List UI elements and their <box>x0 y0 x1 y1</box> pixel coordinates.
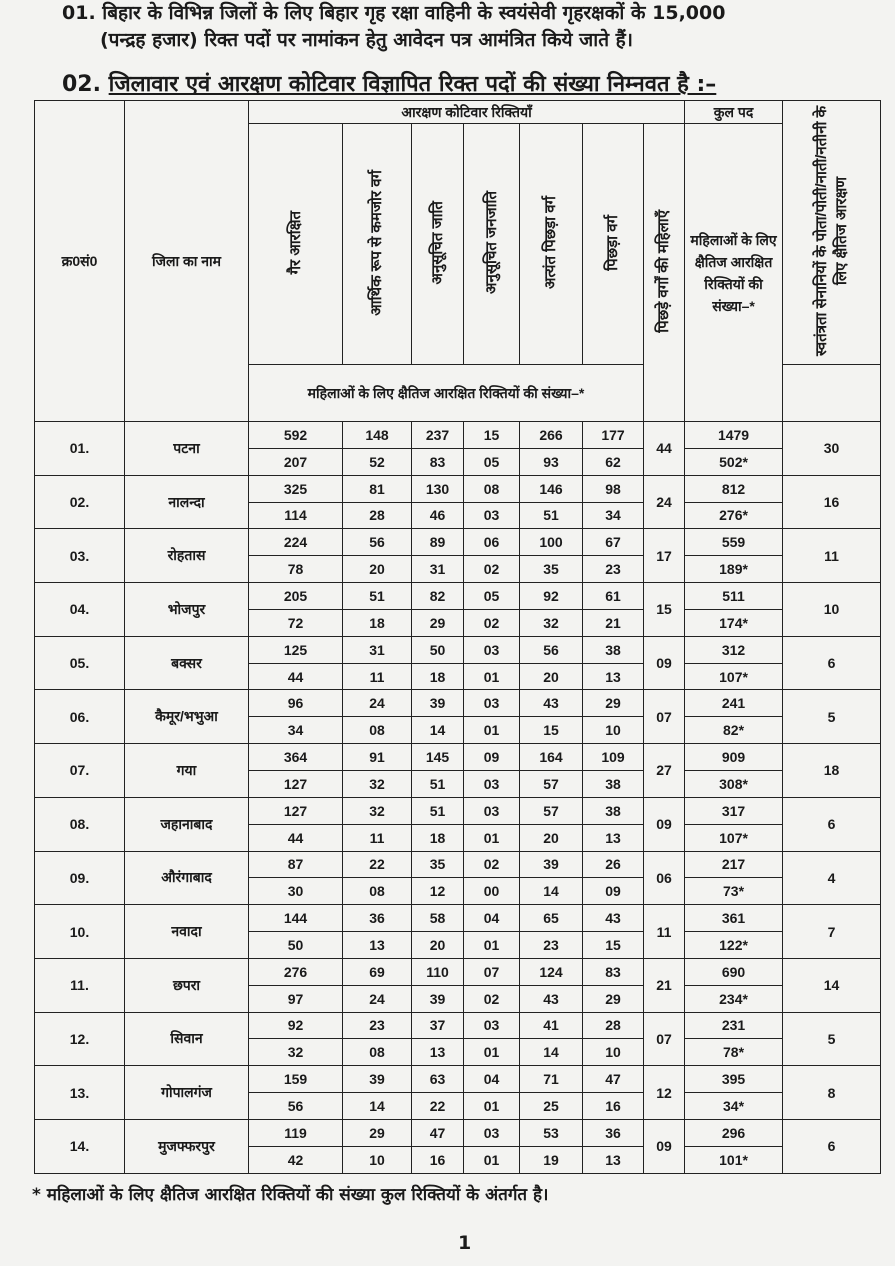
cell-unreserved-women: 127 <box>249 770 343 797</box>
cell-bc: 67 <box>583 529 644 556</box>
cell-ebc-women: 51 <box>520 502 583 529</box>
cell-bc-women: 09 <box>644 797 685 851</box>
row-sno: 12. <box>35 1012 125 1066</box>
cell-st-women: 05 <box>464 448 520 475</box>
cell-bc: 26 <box>583 851 644 878</box>
cell-bc-women: 29 <box>583 985 644 1012</box>
cell-unreserved-women: 114 <box>249 502 343 529</box>
cell-ews: 148 <box>343 422 412 449</box>
cell-sc-women: 20 <box>412 932 464 959</box>
cell-st: 02 <box>464 851 520 878</box>
cell-bc-women: 24 <box>644 475 685 529</box>
row-district: नवादा <box>125 905 249 959</box>
cell-ebc: 266 <box>520 422 583 449</box>
cell-ews: 81 <box>343 475 412 502</box>
row-district: जहानाबाद <box>125 797 249 851</box>
cell-freedom-fighter: 5 <box>783 690 881 744</box>
header-district: जिला का नाम <box>125 101 249 422</box>
cell-unreserved: 92 <box>249 1012 343 1039</box>
cell-total: 909 <box>685 744 783 771</box>
cell-bc-women: 15 <box>583 932 644 959</box>
cell-sc-women: 18 <box>412 824 464 851</box>
table-row <box>35 636 881 663</box>
cell-st: 03 <box>464 690 520 717</box>
cell-total-women: 122* <box>685 932 783 959</box>
cell-total-women: 107* <box>685 824 783 851</box>
cell-bc-women: 07 <box>644 690 685 744</box>
cell-freedom-fighter: 11 <box>783 529 881 583</box>
cell-sc-women: 13 <box>412 1039 464 1066</box>
cell-ews: 39 <box>343 1066 412 1093</box>
cell-unreserved-women: 50 <box>249 932 343 959</box>
cell-ebc: 57 <box>520 797 583 824</box>
cell-ews-women: 14 <box>343 1093 412 1120</box>
cell-bc: 29 <box>583 690 644 717</box>
cell-ebc: 71 <box>520 1066 583 1093</box>
cell-ews-women: 10 <box>343 1146 412 1173</box>
cell-sc: 89 <box>412 529 464 556</box>
cell-ebc-women: 43 <box>520 985 583 1012</box>
footnote: * महिलाओं के लिए क्षैतिज आरक्षित रिक्तियों की संख्या कुल रिक्तियों के अंतर्गत है। <box>32 1185 549 1205</box>
row-sno: 08. <box>35 797 125 851</box>
cell-ews-women: 24 <box>343 985 412 1012</box>
cell-sc: 130 <box>412 475 464 502</box>
cell-unreserved-women: 32 <box>249 1039 343 1066</box>
table-row <box>35 690 881 717</box>
cell-bc-women: 12 <box>644 1066 685 1120</box>
cell-sc-women: 12 <box>412 878 464 905</box>
cell-sc: 82 <box>412 583 464 610</box>
cell-st: 03 <box>464 797 520 824</box>
cell-sc: 237 <box>412 422 464 449</box>
table-row <box>35 797 881 824</box>
cell-unreserved-women: 97 <box>249 985 343 1012</box>
cell-freedom-fighter: 30 <box>783 422 881 476</box>
table-row <box>35 958 881 985</box>
cell-ews: 29 <box>343 1119 412 1146</box>
cell-bc-women: 16 <box>583 1093 644 1120</box>
cell-bc-women: 09 <box>644 1119 685 1173</box>
cell-unreserved-women: 207 <box>249 448 343 475</box>
cell-ews-women: 18 <box>343 609 412 636</box>
header-women-note: महिलाओं के लिए क्षैतिज आरक्षित रिक्तियों की संख्या–* <box>249 365 644 422</box>
cell-unreserved-women: 72 <box>249 609 343 636</box>
cell-sc-women: 22 <box>412 1093 464 1120</box>
cell-total: 231 <box>685 1012 783 1039</box>
cell-unreserved-women: 42 <box>249 1146 343 1173</box>
table-row <box>35 475 881 502</box>
cell-ews-women: 08 <box>343 878 412 905</box>
cell-ebc-women: 14 <box>520 1039 583 1066</box>
row-district: मुजफ्फरपुर <box>125 1119 249 1173</box>
cell-freedom-fighter: 14 <box>783 958 881 1012</box>
cell-st-women: 01 <box>464 1039 520 1066</box>
cell-st-women: 02 <box>464 609 520 636</box>
cell-unreserved: 119 <box>249 1119 343 1146</box>
header-total: कुल पद <box>685 101 783 124</box>
cell-sc: 51 <box>412 797 464 824</box>
row-district: कैमूर/भभुआ <box>125 690 249 744</box>
cell-bc-women: 21 <box>644 958 685 1012</box>
cell-ebc: 164 <box>520 744 583 771</box>
cell-total-women: 78* <box>685 1039 783 1066</box>
row-sno: 11. <box>35 958 125 1012</box>
cell-ebc: 100 <box>520 529 583 556</box>
cell-total-women: 189* <box>685 556 783 583</box>
cell-unreserved: 127 <box>249 797 343 824</box>
row-district: गया <box>125 744 249 798</box>
cell-total: 395 <box>685 1066 783 1093</box>
cell-sc-women: 16 <box>412 1146 464 1173</box>
cell-st: 08 <box>464 475 520 502</box>
cell-bc-women: 17 <box>644 529 685 583</box>
cell-ebc-women: 32 <box>520 609 583 636</box>
header-ebc: अत्यंत पिछड़ा वर्ग <box>520 124 583 365</box>
row-sno: 05. <box>35 636 125 690</box>
row-district: औरंगाबाद <box>125 851 249 905</box>
cell-ews: 51 <box>343 583 412 610</box>
cell-freedom-fighter: 6 <box>783 636 881 690</box>
cell-freedom-fighter: 5 <box>783 1012 881 1066</box>
cell-bc-women: 11 <box>644 905 685 959</box>
cell-ebc-women: 23 <box>520 932 583 959</box>
cell-bc-women: 44 <box>644 422 685 476</box>
cell-total: 361 <box>685 905 783 932</box>
cell-bc: 83 <box>583 958 644 985</box>
cell-st: 04 <box>464 1066 520 1093</box>
cell-unreserved: 144 <box>249 905 343 932</box>
cell-ebc: 124 <box>520 958 583 985</box>
cell-ews-women: 20 <box>343 556 412 583</box>
cell-ebc-women: 35 <box>520 556 583 583</box>
cell-total-women: 101* <box>685 1146 783 1173</box>
cell-st-women: 01 <box>464 663 520 690</box>
row-sno: 09. <box>35 851 125 905</box>
cell-total: 312 <box>685 636 783 663</box>
cell-st-women: 01 <box>464 717 520 744</box>
cell-ews-women: 08 <box>343 1039 412 1066</box>
header-bc: पिछड़ा वर्ग <box>583 124 644 365</box>
cell-ebc: 92 <box>520 583 583 610</box>
row-sno: 04. <box>35 583 125 637</box>
cell-ews: 23 <box>343 1012 412 1039</box>
cell-ews: 69 <box>343 958 412 985</box>
cell-unreserved-women: 44 <box>249 824 343 851</box>
row-sno: 14. <box>35 1119 125 1173</box>
cell-ews: 31 <box>343 636 412 663</box>
cell-sc: 35 <box>412 851 464 878</box>
cell-st: 04 <box>464 905 520 932</box>
row-district: गोपालगंज <box>125 1066 249 1120</box>
cell-st: 06 <box>464 529 520 556</box>
cell-total-women: 234* <box>685 985 783 1012</box>
cell-ebc-women: 25 <box>520 1093 583 1120</box>
cell-unreserved: 276 <box>249 958 343 985</box>
cell-bc-women: 21 <box>583 609 644 636</box>
heading-number: 02. <box>62 72 101 97</box>
table-row <box>35 529 881 556</box>
cell-ebc: 39 <box>520 851 583 878</box>
cell-bc-women: 27 <box>644 744 685 798</box>
cell-total-women: 34* <box>685 1093 783 1120</box>
cell-bc: 109 <box>583 744 644 771</box>
row-sno: 01. <box>35 422 125 476</box>
cell-unreserved: 592 <box>249 422 343 449</box>
cell-st-women: 01 <box>464 1146 520 1173</box>
cell-ebc: 56 <box>520 636 583 663</box>
cell-ebc: 65 <box>520 905 583 932</box>
cell-ebc-women: 20 <box>520 663 583 690</box>
cell-sc-women: 83 <box>412 448 464 475</box>
cell-unreserved-women: 30 <box>249 878 343 905</box>
cell-bc-women: 09 <box>583 878 644 905</box>
table-row <box>35 851 881 878</box>
row-sno: 10. <box>35 905 125 959</box>
header-sc: अनुसूचित जाति <box>412 124 464 365</box>
cell-sc: 110 <box>412 958 464 985</box>
cell-ews-women: 11 <box>343 663 412 690</box>
cell-ews: 22 <box>343 851 412 878</box>
cell-st: 03 <box>464 636 520 663</box>
cell-total: 559 <box>685 529 783 556</box>
row-sno: 03. <box>35 529 125 583</box>
cell-ews-women: 52 <box>343 448 412 475</box>
cell-total-women: 107* <box>685 663 783 690</box>
cell-total: 296 <box>685 1119 783 1146</box>
page-number: 1 <box>458 1232 472 1254</box>
cell-unreserved-women: 56 <box>249 1093 343 1120</box>
cell-ews: 36 <box>343 905 412 932</box>
cell-ebc-women: 14 <box>520 878 583 905</box>
cell-bc-women: 13 <box>583 824 644 851</box>
cell-freedom-fighter: 6 <box>783 797 881 851</box>
table-row <box>35 422 881 449</box>
row-district: नालन्दा <box>125 475 249 529</box>
cell-unreserved: 224 <box>249 529 343 556</box>
cell-total: 1479 <box>685 422 783 449</box>
header-sno: क्र0सं0 <box>35 101 125 422</box>
cell-unreserved-women: 34 <box>249 717 343 744</box>
table-row <box>35 744 881 771</box>
intro-paragraph <box>62 0 882 54</box>
row-district: छपरा <box>125 958 249 1012</box>
cell-total-women: 502* <box>685 448 783 475</box>
cell-bc-women: 09 <box>644 636 685 690</box>
cell-sc: 39 <box>412 690 464 717</box>
cell-bc: 36 <box>583 1119 644 1146</box>
cell-ews-women: 28 <box>343 502 412 529</box>
cell-total-women: 276* <box>685 502 783 529</box>
cell-st: 03 <box>464 1119 520 1146</box>
cell-st: 05 <box>464 583 520 610</box>
cell-st-women: 02 <box>464 556 520 583</box>
cell-bc: 28 <box>583 1012 644 1039</box>
row-sno: 07. <box>35 744 125 798</box>
header-reservation-group: आरक्षण कोटिवार रिक्तियाँ <box>249 101 685 124</box>
cell-sc-women: 14 <box>412 717 464 744</box>
cell-unreserved: 364 <box>249 744 343 771</box>
cell-st: 07 <box>464 958 520 985</box>
table-row <box>35 1066 881 1093</box>
cell-sc: 58 <box>412 905 464 932</box>
cell-bc-women: 07 <box>644 1012 685 1066</box>
cell-total-women: 174* <box>685 609 783 636</box>
cell-ebc: 53 <box>520 1119 583 1146</box>
cell-bc-women: 34 <box>583 502 644 529</box>
cell-bc-women: 23 <box>583 556 644 583</box>
cell-bc-women: 10 <box>583 1039 644 1066</box>
cell-unreserved: 87 <box>249 851 343 878</box>
table-row <box>35 1012 881 1039</box>
header-total-note: महिलाओं के लिए क्षैतिज आरक्षित रिक्तियों की संख्या–* <box>685 124 783 422</box>
cell-unreserved: 159 <box>249 1066 343 1093</box>
cell-unreserved: 205 <box>249 583 343 610</box>
cell-ews: 32 <box>343 797 412 824</box>
row-sno: 13. <box>35 1066 125 1120</box>
cell-total-women: 82* <box>685 717 783 744</box>
cell-ews-women: 32 <box>343 770 412 797</box>
cell-st: 03 <box>464 1012 520 1039</box>
cell-ews: 24 <box>343 690 412 717</box>
cell-ebc-women: 20 <box>520 824 583 851</box>
section-heading <box>62 68 716 98</box>
cell-bc-women: 15 <box>644 583 685 637</box>
cell-bc-women: 06 <box>644 851 685 905</box>
cell-st: 09 <box>464 744 520 771</box>
cell-freedom-fighter: 16 <box>783 475 881 529</box>
row-sno: 06. <box>35 690 125 744</box>
cell-st-women: 02 <box>464 985 520 1012</box>
cell-sc: 63 <box>412 1066 464 1093</box>
cell-ebc: 146 <box>520 475 583 502</box>
table-row <box>35 905 881 932</box>
cell-ebc-women: 19 <box>520 1146 583 1173</box>
cell-sc-women: 31 <box>412 556 464 583</box>
cell-unreserved: 325 <box>249 475 343 502</box>
row-district: बक्सर <box>125 636 249 690</box>
cell-st-women: 03 <box>464 502 520 529</box>
cell-sc: 145 <box>412 744 464 771</box>
cell-ews: 91 <box>343 744 412 771</box>
cell-sc-women: 29 <box>412 609 464 636</box>
cell-ebc-women: 57 <box>520 770 583 797</box>
cell-bc: 43 <box>583 905 644 932</box>
cell-total: 812 <box>685 475 783 502</box>
cell-total: 241 <box>685 690 783 717</box>
row-district: भोजपुर <box>125 583 249 637</box>
cell-st-women: 01 <box>464 1093 520 1120</box>
cell-ebc: 41 <box>520 1012 583 1039</box>
cell-ebc: 43 <box>520 690 583 717</box>
cell-bc: 177 <box>583 422 644 449</box>
cell-total-women: 308* <box>685 770 783 797</box>
cell-unreserved: 125 <box>249 636 343 663</box>
cell-bc-women: 13 <box>583 663 644 690</box>
cell-st-women: 01 <box>464 824 520 851</box>
cell-bc: 98 <box>583 475 644 502</box>
cell-bc: 38 <box>583 797 644 824</box>
header-ews: आर्थिक रूप से कमजोर वर्ग <box>343 124 412 365</box>
cell-freedom-fighter: 18 <box>783 744 881 798</box>
cell-total-women: 73* <box>685 878 783 905</box>
cell-st: 15 <box>464 422 520 449</box>
cell-sc-women: 39 <box>412 985 464 1012</box>
cell-st-women: 00 <box>464 878 520 905</box>
cell-total: 317 <box>685 797 783 824</box>
cell-unreserved-women: 78 <box>249 556 343 583</box>
row-district: पटना <box>125 422 249 476</box>
cell-freedom-fighter: 6 <box>783 1119 881 1173</box>
row-district: सिवान <box>125 1012 249 1066</box>
cell-bc-women: 10 <box>583 717 644 744</box>
intro-line-1: 01. बिहार के विभिन्न जिलों के लिए बिहार गृह रक्षा वाहिनी के स्वयंसेवी गृहरक्षकों के 15,000 <box>62 2 726 24</box>
row-district: रोहतास <box>125 529 249 583</box>
row-sno: 02. <box>35 475 125 529</box>
cell-bc: 47 <box>583 1066 644 1093</box>
cell-st-women: 01 <box>464 932 520 959</box>
cell-unreserved: 96 <box>249 690 343 717</box>
cell-unreserved-women: 44 <box>249 663 343 690</box>
cell-ews-women: 08 <box>343 717 412 744</box>
cell-ews-women: 11 <box>343 824 412 851</box>
cell-sc-women: 46 <box>412 502 464 529</box>
cell-sc: 37 <box>412 1012 464 1039</box>
cell-ebc-women: 93 <box>520 448 583 475</box>
cell-freedom-fighter: 10 <box>783 583 881 637</box>
header-st: अनुसूचित जनजाति <box>464 124 520 365</box>
cell-ews-women: 13 <box>343 932 412 959</box>
header-blank <box>783 365 881 422</box>
heading-text: जिलावार एवं आरक्षण कोटिवार विज्ञापित रिक्त पदों की संख्या निम्नवत है :– <box>108 72 717 97</box>
cell-total: 511 <box>685 583 783 610</box>
cell-ebc-women: 15 <box>520 717 583 744</box>
header-bc-women: पिछड़े वर्गों की महिलाएँ <box>644 124 685 422</box>
cell-total: 690 <box>685 958 783 985</box>
header-unreserved: गैर आरक्षित <box>249 124 343 365</box>
cell-sc-women: 18 <box>412 663 464 690</box>
cell-ews: 56 <box>343 529 412 556</box>
cell-freedom-fighter: 7 <box>783 905 881 959</box>
cell-bc: 61 <box>583 583 644 610</box>
cell-total: 217 <box>685 851 783 878</box>
header-freedom-fighter: स्वतंत्रता सेनानियों के पोता/पोती/नाती/नतीनी के लिए क्षैतिज आरक्षण <box>783 101 881 365</box>
cell-sc: 47 <box>412 1119 464 1146</box>
cell-freedom-fighter: 8 <box>783 1066 881 1120</box>
cell-sc: 50 <box>412 636 464 663</box>
cell-freedom-fighter: 4 <box>783 851 881 905</box>
cell-bc-women: 62 <box>583 448 644 475</box>
cell-st-women: 03 <box>464 770 520 797</box>
table-row <box>35 1119 881 1146</box>
cell-bc-women: 38 <box>583 770 644 797</box>
cell-sc-women: 51 <box>412 770 464 797</box>
vacancy-table <box>34 100 881 1174</box>
intro-line-2: (पन्द्रह हजार) रिक्त पदों पर नामांकन हेतु आवेदन पत्र आमंत्रित किये जाते हैं। <box>100 29 633 51</box>
cell-bc: 38 <box>583 636 644 663</box>
cell-bc-women: 13 <box>583 1146 644 1173</box>
table-row <box>35 583 881 610</box>
